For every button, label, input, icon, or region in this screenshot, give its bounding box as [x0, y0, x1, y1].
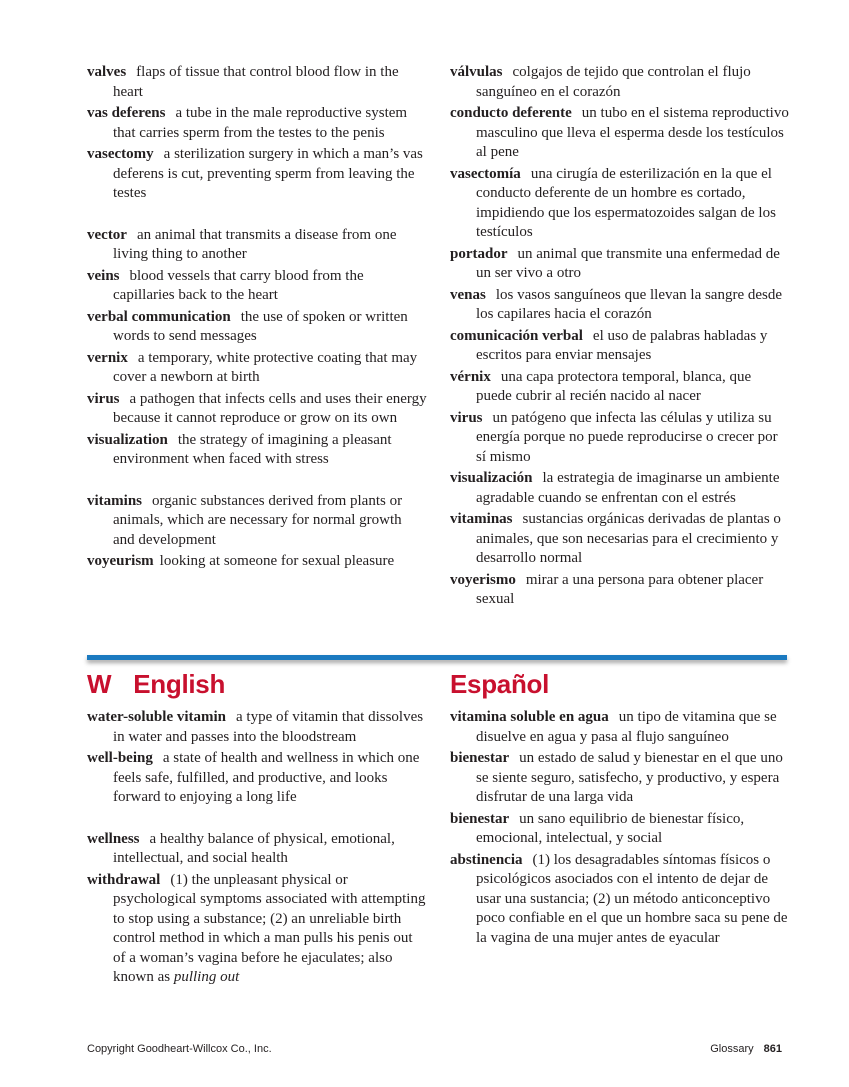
glossary-definition: un patógeno que infecta las células y utiliza su energía porque no puede reproducirse o crecer por sí mismo	[476, 409, 778, 465]
spanish-heading: Español	[450, 669, 550, 699]
glossary-definition: a tube in the male reproductive system that carries sperm from the testes to the penis	[113, 105, 408, 141]
glossary-definition: a temporary, white protective coating that may cover a newborn at birth	[113, 349, 418, 385]
glossary-term: portador	[450, 245, 508, 262]
glossary-entry	[450, 708, 790, 747]
glossary-term: vector	[87, 226, 127, 243]
glossary-term: water-soluble vitamin	[87, 709, 227, 725]
glossary-entry	[450, 63, 790, 102]
glossary-definition: an animal that transmits a disease from one living thing to another	[113, 226, 397, 262]
glossary-term: wellness	[87, 830, 140, 847]
glossary-entry	[87, 830, 427, 869]
glossary-term: bienestar	[450, 750, 510, 766]
glossary-definition-italic: pulling out	[173, 969, 240, 985]
glossary-term: virus	[87, 390, 120, 407]
glossary-term: comunicación verbal	[450, 327, 583, 344]
glossary-entry	[450, 851, 790, 949]
glossary-entry	[87, 226, 427, 265]
glossary-term: abstinencia	[450, 851, 523, 868]
glossary-definition: a state of health and wellness in which one feels safe, fulfilled, and productive, and looks forward to enjoying a long life	[113, 750, 420, 805]
glossary-definition: the strategy of imagining a pleasant environment when faced with stress	[113, 431, 392, 467]
glossary-entry	[450, 409, 790, 468]
section-letter: W	[87, 669, 112, 699]
glossary-definition: mirar a una persona para obtener placer sexual	[476, 571, 764, 607]
glossary-term: withdrawal	[87, 871, 161, 888]
glossary-definition: organic substances derived from plants or animals, which are necessary for normal growth and development	[113, 492, 403, 548]
glossary-term: vitaminas	[450, 511, 513, 527]
glossary-entry	[87, 390, 427, 429]
glossary-entry	[87, 104, 427, 143]
section-heading-english	[87, 669, 225, 700]
glossary-definition: los vasos sanguíneos que llevan la sangre desde los capilares hacia el corazón	[476, 286, 783, 322]
glossary-entry	[87, 349, 427, 388]
glossary-definition: un estado de salud y bienestar en el que uno se siente seguro, satisfecho, y productivo, y espera disfrutar de una larga vida	[476, 750, 783, 805]
glossary-definition: el uso de palabras habladas y escritos para enviar mensajes	[476, 327, 768, 363]
glossary-term: vas deferens	[87, 105, 166, 121]
footer-copyright: Copyright Goodheart-Willcox Co., Inc.	[87, 1043, 272, 1055]
glossary-entry	[87, 63, 427, 102]
glossary-definition: a healthy balance of physical, emotional, intellectual, and social health	[113, 830, 395, 866]
glossary-term: vernix	[87, 349, 128, 366]
glossary-entry	[87, 145, 427, 204]
glossary-entry	[87, 308, 427, 347]
glossary-definition: la estrategia de imaginarse un ambiente agradable cuando se enfrentan con el estrés	[476, 470, 780, 506]
glossary-term: visualization	[87, 431, 168, 448]
glossary-term: valves	[87, 64, 127, 80]
glossary-definition: looking at someone for sexual pleasure	[159, 553, 395, 569]
glossary-definition: un sano equilibrio de bienestar físico, emocional, intelectual, y social	[476, 810, 745, 846]
glossary-column-spanish-v	[450, 63, 790, 612]
glossary-entry	[87, 871, 427, 988]
glossary-definition: una capa protectora temporal, blanca, que puede cubrir al recién nacido al nacer	[476, 368, 752, 404]
glossary-entry	[87, 492, 427, 551]
glossary-definition: blood vessels that carry blood from the capillaries back to the heart	[113, 267, 364, 303]
glossary-entry	[450, 368, 790, 407]
glossary-definition: (1) los desagradables síntomas físicos o psicológicos asociados con el intento de dejar de usar una sustancia; (2) un método anticonceptivo poco confiable en el que un hombre saca su pene de la vagina de una mujer antes de eyacular	[476, 851, 788, 946]
glossary-term: vitamina soluble en agua	[450, 709, 609, 725]
glossary-entry	[450, 327, 790, 366]
glossary-term: well-being	[87, 750, 153, 766]
glossary-definition: flaps of tissue that control blood flow in the heart	[113, 64, 399, 100]
glossary-column-spanish-w	[450, 708, 790, 950]
glossary-column-english-w	[87, 708, 427, 990]
glossary-term: verbal communication	[87, 308, 231, 325]
footer-page-info	[710, 1043, 782, 1055]
footer-section: Glossary	[710, 1043, 754, 1055]
glossary-definition: un animal que transmite una enfermedad de un ser vivo a otro	[476, 245, 780, 281]
glossary-term: conducto deferente	[450, 105, 572, 121]
glossary-term: veins	[87, 267, 120, 284]
glossary-term: vérnix	[450, 368, 491, 385]
section-heading-spanish	[450, 669, 549, 700]
glossary-definition: (1) the unpleasant physical or psychological symptoms associated with attempting to stop using a substance; (2) an unreliable birth control method in which a man pulls his penis out of a woman’s vagina before he ejaculates; also known as	[113, 871, 426, 985]
glossary-entry	[87, 552, 427, 572]
glossary-entry	[87, 749, 427, 808]
glossary-term: vasectomy	[87, 146, 154, 162]
glossary-entry	[450, 245, 790, 284]
glossary-entry	[450, 104, 790, 163]
glossary-definition: a pathogen that infects cells and uses their energy because it cannot reproduce or grow on its own	[113, 390, 427, 426]
section-divider	[87, 655, 787, 660]
glossary-term: vasectomía	[450, 165, 521, 182]
glossary-entry	[450, 469, 790, 508]
glossary-entry	[450, 286, 790, 325]
glossary-definition: a sterilization surgery in which a man’s vas deferens is cut, preventing sperm from leaving the testes	[113, 146, 423, 201]
glossary-definition: colgajos de tejido que controlan el flujo sanguíneo en el corazón	[476, 64, 751, 100]
glossary-term: virus	[450, 409, 483, 426]
glossary-definition: un tipo de vitamina que se disuelve en agua y pasa al flujo sanguíneo	[476, 709, 777, 745]
glossary-term: vitamins	[87, 492, 143, 509]
glossary-column-english-v	[87, 63, 427, 574]
glossary-term: voyerismo	[450, 571, 516, 588]
glossary-definition: sustancias orgánicas derivadas de plantas o animales, que son necesarias para el crecimiento y desarrollo normal	[476, 511, 781, 566]
glossary-entry	[450, 571, 790, 610]
glossary-definition: a type of vitamin that dissolves in water and passes into the bloodstream	[113, 709, 424, 745]
glossary-entry	[450, 165, 790, 243]
glossary-definition: the use of spoken or written words to send messages	[113, 308, 408, 344]
glossary-entry	[450, 749, 790, 808]
glossary-entry	[87, 431, 427, 470]
glossary-definition: una cirugía de esterilización en la que el conducto deferente de un hombre es cortado, impidiendo que los espermatozoides salgan de los testículos	[476, 165, 776, 240]
glossary-term: voyeurism	[87, 553, 154, 569]
glossary-entry	[87, 708, 427, 747]
english-heading: English	[133, 669, 226, 699]
glossary-entry	[450, 810, 790, 849]
glossary-term: bienestar	[450, 810, 510, 827]
glossary-term: válvulas	[450, 64, 503, 80]
glossary-definition: un tubo en el sistema reproductivo masculino que lleva el esperma desde los testículos al pene	[476, 105, 789, 160]
glossary-entry	[87, 267, 427, 306]
glossary-entry	[450, 510, 790, 569]
glossary-term: visualización	[450, 470, 533, 486]
glossary-term: venas	[450, 286, 486, 303]
page-number: 861	[763, 1043, 782, 1055]
